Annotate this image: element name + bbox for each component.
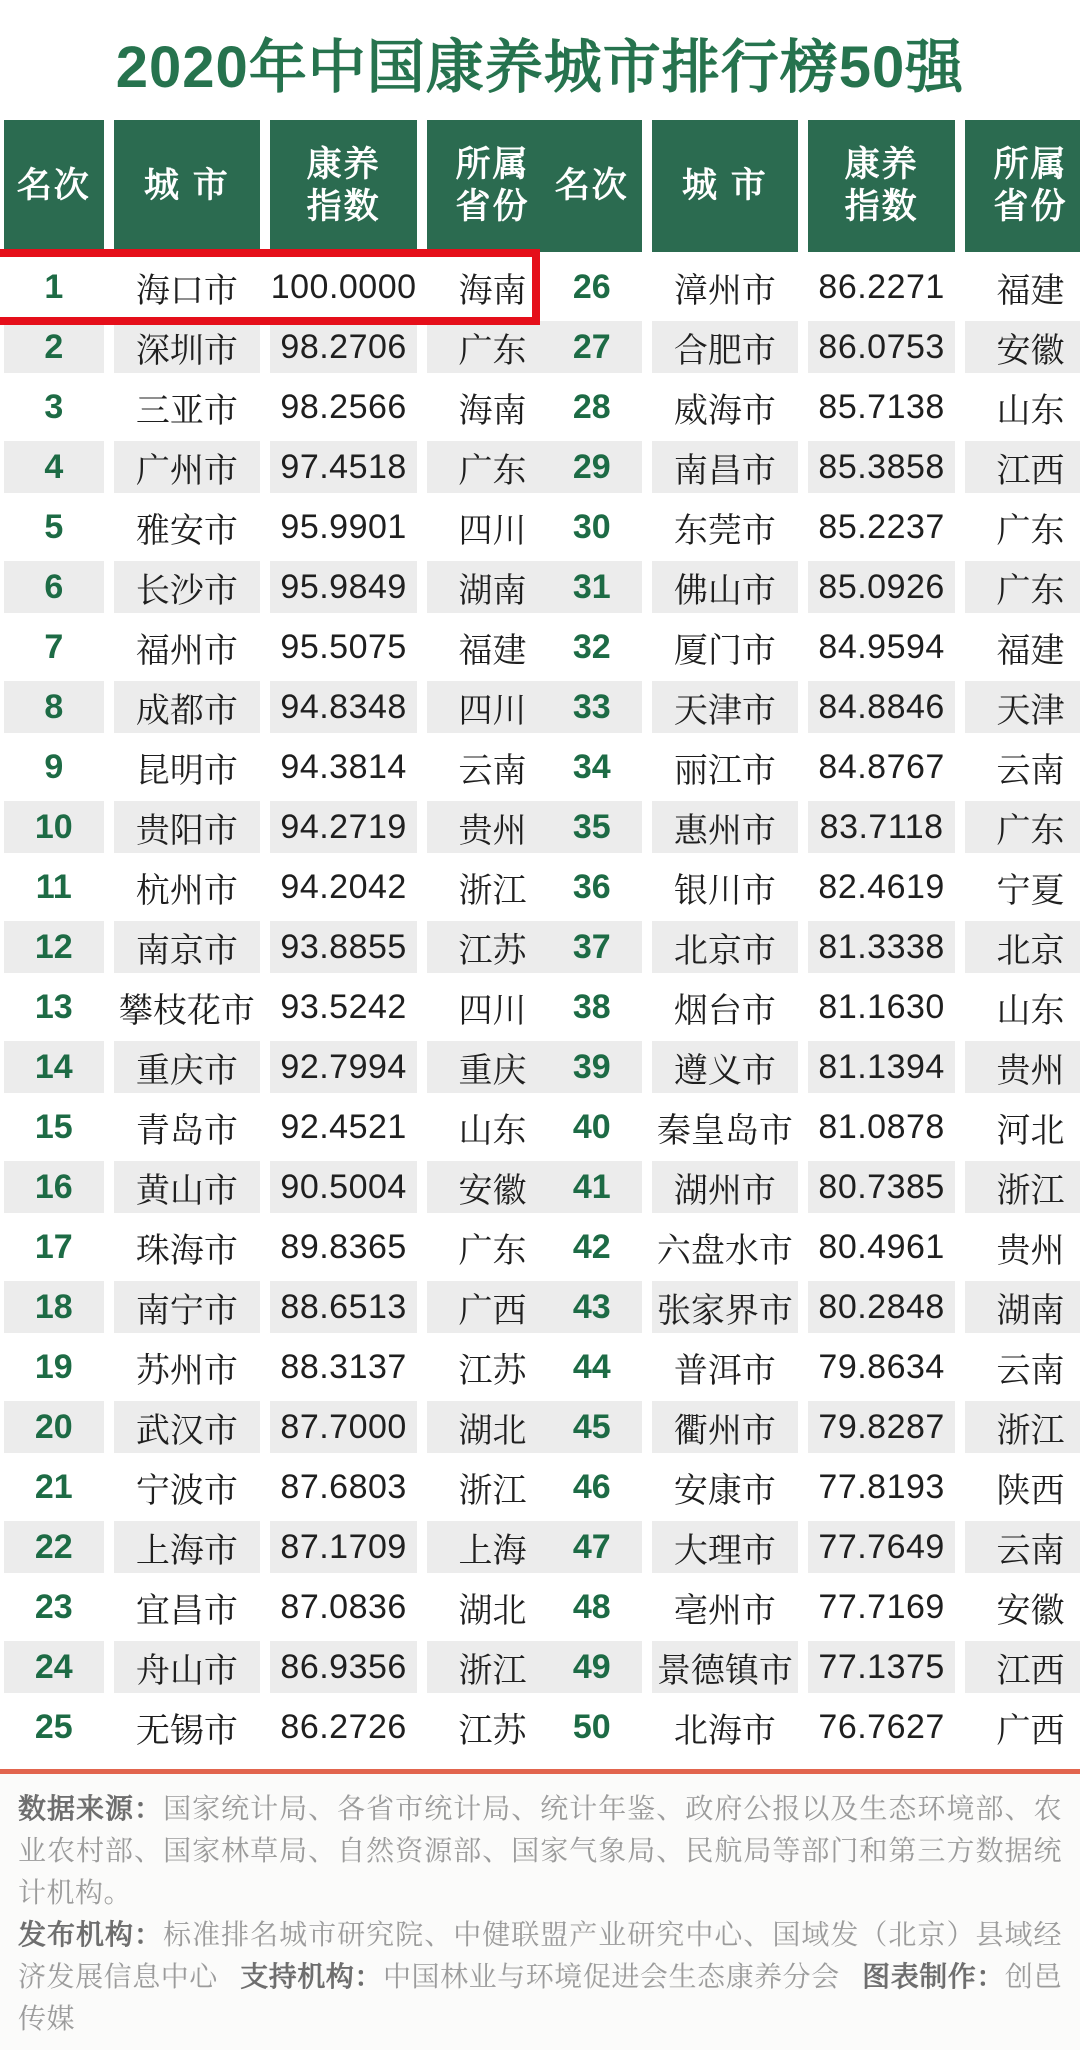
cell-rank: 18 — [4, 1281, 104, 1333]
cell-rank: 49 — [542, 1641, 642, 1693]
cell-city: 遵义市 — [652, 1041, 799, 1093]
table-row — [542, 1401, 1066, 1453]
table-body-left — [4, 261, 528, 1753]
cell-index: 84.8767 — [808, 741, 955, 793]
cell-rank: 33 — [542, 681, 642, 733]
table-row — [4, 921, 528, 973]
cell-city: 长沙市 — [114, 561, 261, 613]
cell-city: 秦皇岛市 — [652, 1101, 799, 1153]
cell-city: 上海市 — [114, 1521, 261, 1573]
cell-city: 六盘水市 — [652, 1221, 799, 1273]
table-row — [542, 1221, 1066, 1273]
table-row — [542, 1521, 1066, 1573]
table-row — [4, 1701, 528, 1753]
column-header-label: 城 市 — [682, 166, 768, 205]
cell-rank: 35 — [542, 801, 642, 853]
cell-city: 武汉市 — [114, 1401, 261, 1453]
cell-city: 惠州市 — [652, 801, 799, 853]
cell-city: 三亚市 — [114, 381, 261, 433]
cell-index: 77.7649 — [808, 1521, 955, 1573]
footer-notes — [0, 1774, 1080, 2050]
cell-city: 张家界市 — [652, 1281, 799, 1333]
table-row — [542, 1281, 1066, 1333]
table-row — [542, 861, 1066, 913]
cell-rank: 42 — [542, 1221, 642, 1273]
footer-line-orgs — [18, 1914, 1062, 2040]
cell-city: 北海市 — [652, 1701, 799, 1753]
table-row — [542, 321, 1066, 373]
table-row — [4, 1221, 528, 1273]
cell-rank: 37 — [542, 921, 642, 973]
table-row — [542, 981, 1066, 1033]
table-row — [4, 1281, 528, 1333]
footer-publisher-label: 发布机构： — [18, 1919, 164, 1950]
table-row — [4, 381, 528, 433]
ranking-infographic — [0, 20, 1080, 2050]
cell-province: 江苏 — [427, 1341, 558, 1393]
cell-city: 雅安市 — [114, 501, 261, 553]
column-header-city — [652, 120, 799, 252]
cell-province: 江西 — [965, 1641, 1080, 1693]
cell-province: 福建 — [965, 261, 1080, 313]
cell-index: 85.7138 — [808, 381, 955, 433]
cell-rank: 8 — [4, 681, 104, 733]
table-row — [4, 1521, 528, 1573]
table-row — [4, 801, 528, 853]
table-row — [542, 1581, 1066, 1633]
cell-province: 浙江 — [427, 861, 558, 913]
cell-city: 衢州市 — [652, 1401, 799, 1453]
cell-rank: 19 — [4, 1341, 104, 1393]
cell-rank: 47 — [542, 1521, 642, 1573]
cell-rank: 13 — [4, 981, 104, 1033]
table-row — [542, 381, 1066, 433]
table-row — [542, 1641, 1066, 1693]
column-header-label: 所属 — [455, 145, 530, 184]
cell-province: 安徽 — [427, 1161, 558, 1213]
cell-city: 苏州市 — [114, 1341, 261, 1393]
cell-city: 厦门市 — [652, 621, 799, 673]
cell-province: 贵州 — [427, 801, 558, 853]
footer-source-label: 数据来源： — [18, 1793, 164, 1824]
table-row — [4, 1581, 528, 1633]
cell-province: 安徽 — [965, 1581, 1080, 1633]
cell-province: 湖北 — [427, 1581, 558, 1633]
cell-index: 82.4619 — [808, 861, 955, 913]
table-row — [4, 1401, 528, 1453]
cell-rank: 21 — [4, 1461, 104, 1513]
cell-province: 浙江 — [965, 1161, 1080, 1213]
table-row — [4, 1641, 528, 1693]
table-right — [542, 120, 1066, 1761]
cell-index: 89.8365 — [270, 1221, 417, 1273]
cell-rank: 25 — [4, 1701, 104, 1753]
column-header-province — [427, 120, 558, 252]
table-row — [4, 1341, 528, 1393]
cell-index: 94.2719 — [270, 801, 417, 853]
table-row — [4, 741, 528, 793]
cell-index: 85.2237 — [808, 501, 955, 553]
cell-province: 广西 — [965, 1701, 1080, 1753]
cell-province: 江西 — [965, 441, 1080, 493]
cell-index: 94.3814 — [270, 741, 417, 793]
cell-province: 河北 — [965, 1101, 1080, 1153]
cell-province: 海南 — [427, 381, 558, 433]
cell-index: 80.2848 — [808, 1281, 955, 1333]
cell-rank: 22 — [4, 1521, 104, 1573]
table-row — [542, 1161, 1066, 1213]
table-row — [542, 1701, 1066, 1753]
cell-city: 大理市 — [652, 1521, 799, 1573]
cell-index: 93.5242 — [270, 981, 417, 1033]
cell-province: 湖南 — [965, 1281, 1080, 1333]
cell-rank: 5 — [4, 501, 104, 553]
cell-city: 攀枝花市 — [114, 981, 261, 1033]
cell-province: 湖南 — [427, 561, 558, 613]
cell-index: 95.5075 — [270, 621, 417, 673]
column-header-label: 康养 — [844, 145, 919, 184]
table-row — [4, 681, 528, 733]
cell-rank: 12 — [4, 921, 104, 973]
cell-city: 海口市 — [114, 261, 261, 313]
cell-rank: 9 — [4, 741, 104, 793]
cell-rank: 4 — [4, 441, 104, 493]
cell-rank: 31 — [542, 561, 642, 613]
cell-province: 云南 — [965, 1341, 1080, 1393]
cell-city: 东莞市 — [652, 501, 799, 553]
cell-province: 海南 — [427, 261, 558, 313]
cell-city: 深圳市 — [114, 321, 261, 373]
table-body-right — [542, 261, 1066, 1753]
cell-index: 80.7385 — [808, 1161, 955, 1213]
cell-index: 81.3338 — [808, 921, 955, 973]
footer-maker-label: 图表制作： — [862, 1961, 1005, 1992]
cell-index: 94.2042 — [270, 861, 417, 913]
cell-rank: 32 — [542, 621, 642, 673]
footer-supporter-text: 中国林业与环境促进会生态康养分会 — [382, 1961, 840, 1992]
cell-city: 贵阳市 — [114, 801, 261, 853]
cell-index: 86.0753 — [808, 321, 955, 373]
column-header-label: 康养 — [306, 145, 381, 184]
cell-index: 77.1375 — [808, 1641, 955, 1693]
cell-city: 安康市 — [652, 1461, 799, 1513]
table-row — [4, 321, 528, 373]
cell-index: 84.8846 — [808, 681, 955, 733]
column-header-label: 所属 — [993, 145, 1068, 184]
cell-city: 佛山市 — [652, 561, 799, 613]
table-row — [4, 1461, 528, 1513]
cell-rank: 2 — [4, 321, 104, 373]
table-row — [542, 261, 1066, 313]
cell-rank: 15 — [4, 1101, 104, 1153]
table-header-right — [542, 120, 1066, 252]
cell-province: 江苏 — [427, 1701, 558, 1753]
cell-city: 成都市 — [114, 681, 261, 733]
cell-province: 山东 — [965, 381, 1080, 433]
table-row — [4, 1041, 528, 1093]
cell-rank: 30 — [542, 501, 642, 553]
table-row — [4, 981, 528, 1033]
cell-index: 87.6803 — [270, 1461, 417, 1513]
cell-city: 福州市 — [114, 621, 261, 673]
cell-index: 81.1394 — [808, 1041, 955, 1093]
cell-index: 90.5004 — [270, 1161, 417, 1213]
cell-rank: 6 — [4, 561, 104, 613]
footer-line-source — [18, 1788, 1062, 1914]
table-left — [4, 120, 528, 1761]
cell-city: 舟山市 — [114, 1641, 261, 1693]
cell-city: 宁波市 — [114, 1461, 261, 1513]
cell-province: 广东 — [427, 441, 558, 493]
cell-province: 浙江 — [427, 1461, 558, 1513]
cell-index: 84.9594 — [808, 621, 955, 673]
cell-index: 98.2706 — [270, 321, 417, 373]
table-row — [542, 561, 1066, 613]
cell-province: 湖北 — [427, 1401, 558, 1453]
table-row — [542, 681, 1066, 733]
cell-rank: 39 — [542, 1041, 642, 1093]
cell-city: 南宁市 — [114, 1281, 261, 1333]
cell-province: 陕西 — [965, 1461, 1080, 1513]
table-row — [542, 741, 1066, 793]
cell-index: 79.8634 — [808, 1341, 955, 1393]
table-row — [4, 561, 528, 613]
cell-index: 79.8287 — [808, 1401, 955, 1453]
table-row — [542, 501, 1066, 553]
cell-province: 贵州 — [965, 1221, 1080, 1273]
column-header-label: 名次 — [16, 166, 91, 205]
cell-index: 80.4961 — [808, 1221, 955, 1273]
cell-index: 86.9356 — [270, 1641, 417, 1693]
cell-city: 杭州市 — [114, 861, 261, 913]
cell-province: 福建 — [427, 621, 558, 673]
cell-province: 天津 — [965, 681, 1080, 733]
footer-publisher-text: 标准排名城市研究院、中健联盟产业研究中心、国域发（北京）县域经济发展信息中心 — [18, 1919, 1062, 1992]
cell-index: 95.9849 — [270, 561, 417, 613]
column-header-label: 城 市 — [144, 166, 230, 205]
cell-city: 烟台市 — [652, 981, 799, 1033]
table-row — [542, 921, 1066, 973]
page-title: 2020年中国康养城市排行榜50强 — [115, 35, 965, 100]
table-row — [542, 1041, 1066, 1093]
cell-rank: 29 — [542, 441, 642, 493]
cell-province: 广西 — [427, 1281, 558, 1333]
cell-rank: 45 — [542, 1401, 642, 1453]
cell-index: 81.0878 — [808, 1101, 955, 1153]
cell-rank: 3 — [4, 381, 104, 433]
cell-index: 92.7994 — [270, 1041, 417, 1093]
cell-rank: 38 — [542, 981, 642, 1033]
cell-city: 青岛市 — [114, 1101, 261, 1153]
cell-city: 漳州市 — [652, 261, 799, 313]
cell-province: 浙江 — [965, 1401, 1080, 1453]
cell-index: 98.2566 — [270, 381, 417, 433]
cell-city: 黄山市 — [114, 1161, 261, 1213]
cell-rank: 11 — [4, 861, 104, 913]
cell-province: 云南 — [427, 741, 558, 793]
cell-province: 云南 — [965, 1521, 1080, 1573]
cell-city: 南京市 — [114, 921, 261, 973]
column-header-city — [114, 120, 261, 252]
cell-rank: 14 — [4, 1041, 104, 1093]
cell-index: 88.3137 — [270, 1341, 417, 1393]
cell-index: 93.8855 — [270, 921, 417, 973]
table-row — [4, 621, 528, 673]
cell-city: 无锡市 — [114, 1701, 261, 1753]
cell-province: 山东 — [427, 1101, 558, 1153]
cell-index: 81.1630 — [808, 981, 955, 1033]
cell-rank: 7 — [4, 621, 104, 673]
table-row — [4, 501, 528, 553]
cell-rank: 50 — [542, 1701, 642, 1753]
cell-province: 安徽 — [965, 321, 1080, 373]
cell-index: 92.4521 — [270, 1101, 417, 1153]
cell-city: 亳州市 — [652, 1581, 799, 1633]
column-header-label: 指数 — [306, 187, 381, 226]
cell-index: 87.7000 — [270, 1401, 417, 1453]
cell-rank: 1 — [4, 261, 104, 313]
cell-index: 77.7169 — [808, 1581, 955, 1633]
cell-province: 重庆 — [427, 1041, 558, 1093]
column-header-rank — [4, 120, 104, 252]
column-header-rank — [542, 120, 642, 252]
cell-province: 贵州 — [965, 1041, 1080, 1093]
column-header-index — [270, 120, 417, 252]
cell-index: 76.7627 — [808, 1701, 955, 1753]
cell-province: 福建 — [965, 621, 1080, 673]
column-header-label: 省份 — [455, 187, 530, 226]
tables-container — [0, 120, 1080, 1761]
cell-city: 合肥市 — [652, 321, 799, 373]
cell-city: 威海市 — [652, 381, 799, 433]
cell-rank: 36 — [542, 861, 642, 913]
cell-province: 四川 — [427, 981, 558, 1033]
cell-city: 昆明市 — [114, 741, 261, 793]
column-header-label: 名次 — [554, 166, 629, 205]
column-header-index — [808, 120, 955, 252]
cell-province: 广东 — [427, 321, 558, 373]
cell-index: 88.6513 — [270, 1281, 417, 1333]
cell-rank: 24 — [4, 1641, 104, 1693]
cell-rank: 48 — [542, 1581, 642, 1633]
cell-city: 广州市 — [114, 441, 261, 493]
cell-rank: 16 — [4, 1161, 104, 1213]
table-header-left — [4, 120, 528, 252]
cell-city: 湖州市 — [652, 1161, 799, 1213]
cell-rank: 40 — [542, 1101, 642, 1153]
cell-city: 丽江市 — [652, 741, 799, 793]
cell-rank: 44 — [542, 1341, 642, 1393]
table-row-highlighted — [4, 261, 528, 313]
table-row — [542, 1341, 1066, 1393]
cell-province: 四川 — [427, 501, 558, 553]
table-row — [542, 621, 1066, 673]
cell-province: 宁夏 — [965, 861, 1080, 913]
table-row — [542, 1101, 1066, 1153]
cell-city: 北京市 — [652, 921, 799, 973]
cell-index: 94.8348 — [270, 681, 417, 733]
footer-maker-text: 创邑传媒 — [18, 1961, 1062, 2034]
cell-province: 云南 — [965, 741, 1080, 793]
cell-city: 珠海市 — [114, 1221, 261, 1273]
footer-supporter-label: 支持机构： — [240, 1961, 383, 1992]
cell-rank: 10 — [4, 801, 104, 853]
cell-rank: 26 — [542, 261, 642, 313]
cell-province: 广东 — [965, 561, 1080, 613]
column-header-province — [965, 120, 1080, 252]
cell-province: 广东 — [965, 501, 1080, 553]
table-row — [4, 441, 528, 493]
cell-rank: 34 — [542, 741, 642, 793]
cell-index: 83.7118 — [808, 801, 955, 853]
cell-index: 85.3858 — [808, 441, 955, 493]
cell-province: 山东 — [965, 981, 1080, 1033]
table-row — [542, 1461, 1066, 1513]
cell-rank: 46 — [542, 1461, 642, 1513]
cell-rank: 17 — [4, 1221, 104, 1273]
table-row — [4, 1101, 528, 1153]
cell-province: 上海 — [427, 1521, 558, 1573]
cell-province: 广东 — [965, 801, 1080, 853]
table-row — [4, 1161, 528, 1213]
cell-rank: 41 — [542, 1161, 642, 1213]
table-row — [542, 441, 1066, 493]
cell-city: 银川市 — [652, 861, 799, 913]
cell-index: 86.2726 — [270, 1701, 417, 1753]
table-row — [542, 801, 1066, 853]
table-row — [4, 861, 528, 913]
cell-index: 87.1709 — [270, 1521, 417, 1573]
column-header-label: 省份 — [993, 187, 1068, 226]
cell-city: 天津市 — [652, 681, 799, 733]
cell-city: 普洱市 — [652, 1341, 799, 1393]
cell-province: 四川 — [427, 681, 558, 733]
cell-city: 重庆市 — [114, 1041, 261, 1093]
cell-province: 广东 — [427, 1221, 558, 1273]
cell-rank: 28 — [542, 381, 642, 433]
cell-rank: 20 — [4, 1401, 104, 1453]
cell-index: 97.4518 — [270, 441, 417, 493]
column-header-label: 指数 — [844, 187, 919, 226]
cell-index: 85.0926 — [808, 561, 955, 613]
cell-index: 77.8193 — [808, 1461, 955, 1513]
cell-city: 南昌市 — [652, 441, 799, 493]
footer-source-text: 国家统计局、各省市统计局、统计年鉴、政府公报以及生态环境部、农业农村部、国家林草局、自然资源部、国家气象局、民航局等部门和第三方数据统计机构。 — [18, 1793, 1062, 1908]
cell-city: 宜昌市 — [114, 1581, 261, 1633]
cell-province: 浙江 — [427, 1641, 558, 1693]
cell-province: 江苏 — [427, 921, 558, 973]
cell-city: 景德镇市 — [652, 1641, 799, 1693]
cell-index: 86.2271 — [808, 261, 955, 313]
cell-index: 95.9901 — [270, 501, 417, 553]
cell-rank: 23 — [4, 1581, 104, 1633]
cell-province: 北京 — [965, 921, 1080, 973]
cell-rank: 27 — [542, 321, 642, 373]
cell-index: 100.0000 — [270, 261, 417, 313]
cell-index: 87.0836 — [270, 1581, 417, 1633]
cell-rank: 43 — [542, 1281, 642, 1333]
